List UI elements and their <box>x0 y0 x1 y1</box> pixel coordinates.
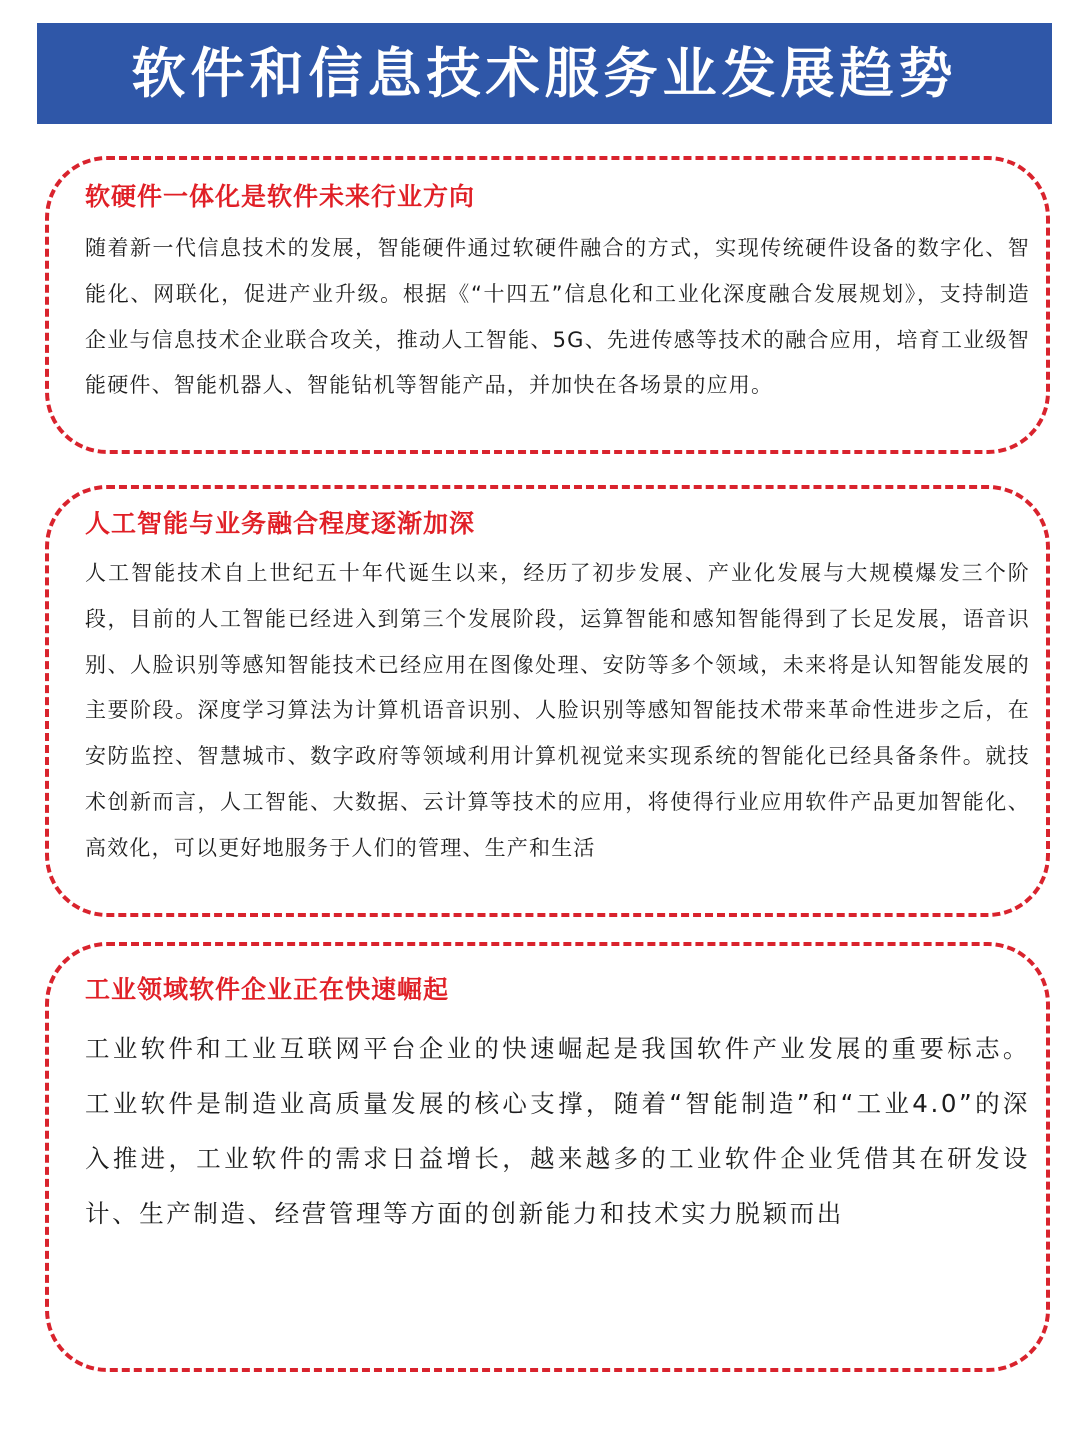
section-title: 工业领域软件企业正在快速崛起 <box>85 975 450 1004</box>
title-banner <box>37 23 1052 124</box>
section-card-hardware-software <box>45 156 1050 454</box>
section-body: 人工智能技术自上世纪五十年代诞生以来，经历了初步发展、产业化发展与大规模爆发三个阶段，目前的人工智能已经进入到第三个发展阶段，运算智能和感知智能得到了长足发展，语音识别、人脸识别等感知智能技术已经应用在图像处理、安防等多个领域，未来将是认知智能发展的主要阶段。深度学习算法为计算机语音识别、人脸识别等感知智能技术带来革命性进步之后，在安防监控、智慧城市、数字政府等领域利用计算机视觉来实现系统的智能化已经具备条件。就技术创新而言，人工智能、大数据、云计算等技术的应用，将使得行业应用软件产品更加智能化、高效化，可以更好地服务于人们的管理、生产和生活 <box>85 561 1030 860</box>
section-body: 工业软件和工业互联网平台企业的快速崛起是我国软件产业发展的重要标志。工业软件是制造业高质量发展的核心支撑，随着“智能制造”和“工业4.0”的深入推进，工业软件的需求日益增长，越来越多的工业软件企业凭借其在研发设计、生产制造、经营管理等方面的创新能力和技术实力脱颖而出 <box>85 1034 1030 1228</box>
section-title: 软硬件一体化是软件未来行业方向 <box>85 182 476 211</box>
section-body: 随着新一代信息技术的发展，智能硬件通过软硬件融合的方式，实现传统硬件设备的数字化、智能化、网联化，促进产业升级。根据《“十四五”信息化和工业化深度融合发展规划》，支持制造企业与信息技术企业联合攻关，推动人工智能、5G、先进传感等技术的融合应用，培育工业级智能硬件、智能机器人、智能钻机等智能产品，并加快在各场景的应用。 <box>85 236 1030 398</box>
section-card-industrial-software <box>45 942 1050 1372</box>
page-title: 软件和信息技术服务业发展趋势 <box>131 41 958 105</box>
section-title: 人工智能与业务融合程度逐渐加深 <box>85 509 476 538</box>
section-card-ai-integration <box>45 485 1050 917</box>
